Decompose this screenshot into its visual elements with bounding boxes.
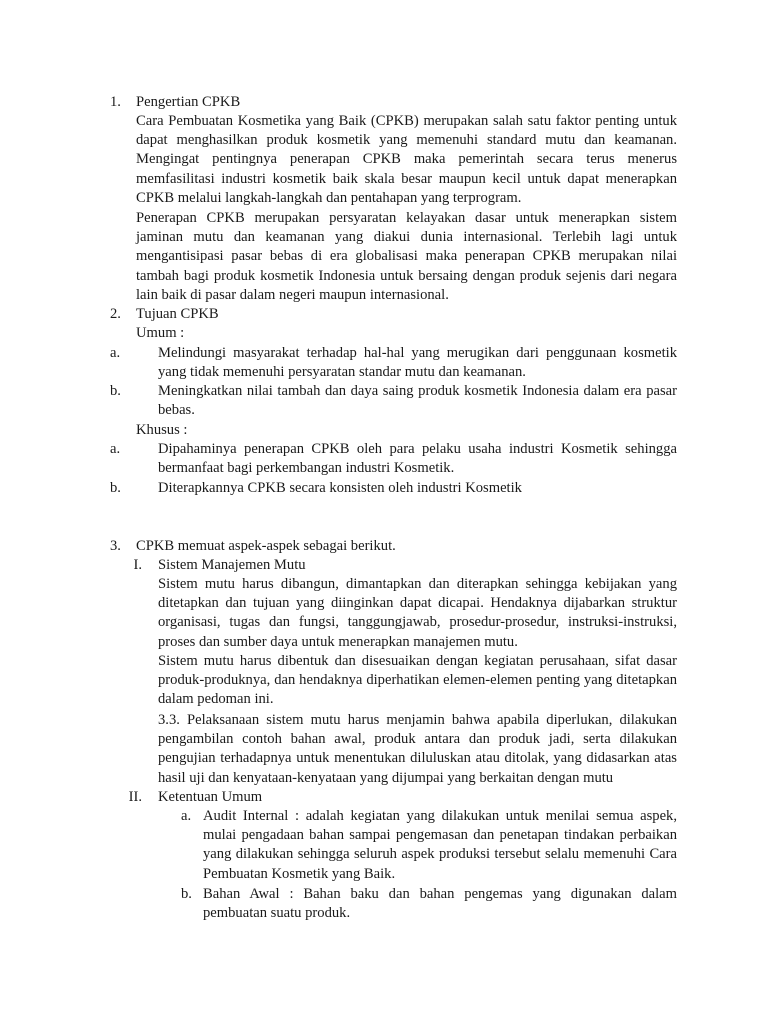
section-title: Tujuan CPKB	[136, 306, 219, 322]
paragraph: Penerapan CPKB merupakan persyaratan kelayakan dasar untuk menerapkan sistem jaminan mutu dan keamanan yang diakui dunia internasional. Terlebih lagi untuk mengantisipasi pasar bebas di era globalisasi maka penerapan CPKB merupakan nilai tambah bagi produk kosmetik Indonesia untuk bersaing dengan produk sejenis dari negara lain baik di pasar dalam negeri maupun internasional.	[136, 210, 677, 303]
list-marker: b.	[110, 383, 121, 399]
list-marker: b.	[110, 480, 121, 496]
list-marker: a.	[110, 441, 121, 457]
list-item: Audit Internal : adalah kegiatan yang dilakukan untuk menilai semua aspek, mulai pengadaan bahan sampai pengemasan dan penetapan tindakan perbaikan yang dilakukan sehingga seluruh aspek produksi tersebut selalu memenuhi Cara Pembuatan Kosmetik yang Baik.	[203, 808, 677, 882]
paragraph: Sistem mutu harus dibentuk dan disesuaikan dengan kegiatan perusahaan, sifat dasar produk-produknya, dan hendaknya diperhatikan elemen-elemen penting yang ditetapkan dalam pedoman ini.	[158, 653, 677, 708]
paragraph: Cara Pembuatan Kosmetika yang Baik (CPKB) merupakan salah satu faktor penting untuk dapat menghasilkan produk kosmetik yang memenuhi standard mutu dan keamanan. Mengingat pentingnya penerapan CPKB maka pemerintah secara terus menerus memfasilitasi industri kosmetik baik skala besar maupun kecil untuk dapat menerapkan CPKB melalui langkah-langkah dan pentahapan yang terprogram.	[136, 113, 677, 206]
section-title: Pengertian CPKB	[136, 94, 241, 110]
list-item: Dipahaminya penerapan CPKB oleh para pelaku usaha industri Kosmetik sehingga bermanfaat bagi perkembangan industri Kosmetik.	[158, 441, 677, 477]
paragraph: Sistem mutu harus dibangun, dimantapkan dan diterapkan sehingga kebijakan yang ditetapkan dan tujuan yang diinginkan dapat dicapai. Hendaknya dijabarkan struktur organisasi, tugas dan fungsi, tanggungjawab, prosedur-prosedur, instruksi-instruksi, proses dan sumber daya untuk menerapkan manajemen mutu.	[158, 576, 677, 650]
subheading-khusus: Khusus :	[136, 422, 188, 438]
list-marker: a.	[181, 808, 192, 824]
part-title: Sistem Manajemen Mutu	[158, 557, 306, 573]
paragraph: 3.3. Pelaksanaan sistem mutu harus menjamin bahwa apabila diperlukan, dilakukan pengambilan contoh bahan awal, produk antara dan produk jadi, serta dilakukan pengujian terhadapnya untuk menentukan diluluskan atau ditolak, yang didasarkan atas hasil uji dan kenyataan-kenyataan yang dijumpai yang berkaitan dengan mutu	[158, 712, 677, 786]
list-item: Bahan Awal : Bahan baku dan bahan pengemas yang digunakan dalam pembuatan suatu produk.	[203, 886, 677, 922]
list-item: Diterapkannya CPKB secara konsisten oleh industri Kosmetik	[158, 480, 522, 496]
roman-marker: II.	[128, 789, 142, 805]
section-number: 3.	[110, 538, 121, 554]
section-number: 1.	[110, 94, 121, 110]
list-item: Melindungi masyarakat terhadap hal-hal yang merugikan dari penggunaan kosmetik yang tidak memenuhi persyaratan standar mutu dan keamanan.	[158, 345, 677, 381]
roman-marker: I.	[133, 557, 142, 573]
list-item: Meningkatkan nilai tambah dan daya saing produk kosmetik Indonesia dalam era pasar bebas.	[158, 383, 677, 419]
section-title: CPKB memuat aspek-aspek sebagai berikut.	[136, 538, 396, 554]
part-title: Ketentuan Umum	[158, 789, 263, 805]
list-marker: b.	[181, 886, 192, 902]
subheading-umum: Umum :	[136, 325, 185, 341]
list-marker: a.	[110, 345, 121, 361]
section-number: 2.	[110, 306, 121, 322]
